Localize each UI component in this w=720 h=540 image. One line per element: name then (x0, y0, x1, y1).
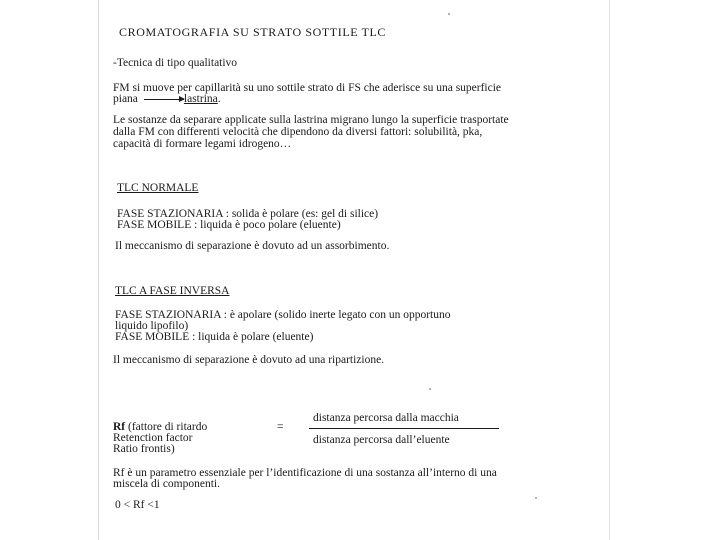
rf-alt-name-1: Retenction factor (113, 432, 193, 444)
tlc-normale-fase-stazionaria: FASE STAZIONARIA : solida è polare (es: gel di silice) (117, 208, 379, 220)
tlc-inversa-meccanismo: Il meccanismo di separazione è dovuto ad una ripartizione. (113, 354, 385, 366)
tlc-inversa-heading: TLC A FASE INVERSA (115, 285, 230, 297)
rf-alt-name-2: Ratio frontis) (113, 443, 175, 455)
tlc-normale-meccanismo: Il meccanismo di separazione è dovuto ad un assorbimento. (115, 240, 390, 252)
sostanze-line1: Le sostanze da separare applicate sulla lastrina migrano lungo la superficie trasportate (113, 114, 509, 126)
fm-description-line1: FM si muove per capillarità su uno sottile strato di FS che aderisce su una superficie (113, 82, 502, 94)
scan-speck (448, 13, 450, 15)
rf-denominator: distanza percorsa dall’eluente (313, 434, 450, 446)
rf-description-line2: miscela di componenti. (113, 478, 220, 490)
fm-line2-prefix: piana (113, 93, 138, 105)
rf-description-line1: Rf è un parametro essenziale per l’identificazione di una sostanza all’interno di una (113, 467, 497, 479)
arrow-icon (144, 99, 184, 100)
rf-label-description: (fattore di ritardo (125, 421, 208, 433)
sostanze-line3: capacità di formare legami idrogeno… (113, 138, 292, 150)
rf-range: 0 < Rf <1 (115, 499, 160, 511)
rf-equals-sign: = (277, 421, 284, 433)
tlc-inversa-fase-mobile: FASE MOBILE : liquida è polare (eluente) (115, 331, 314, 343)
tlc-normale-heading: TLC NORMALE (117, 182, 199, 194)
sostanze-line2: dalla FM con differenti velocità che dipendono da diversi fattori: solubilità, pka, (113, 126, 483, 138)
scan-speck (535, 497, 537, 499)
tlc-inversa-fase-stazionaria-line2: liquido lipofilo) (115, 320, 189, 332)
rf-numerator: distanza percorsa dalla macchia (313, 412, 459, 424)
lastrina-term: lastrina (183, 93, 218, 105)
fm-description-line2 (113, 93, 221, 105)
document-page (98, 0, 610, 540)
scan-speck (429, 388, 431, 390)
fm-line2-suffix: . (217, 93, 221, 105)
document-title: CROMATOGRAFIA SU STRATO SOTTILE TLC (119, 25, 387, 39)
tlc-normale-fase-mobile: FASE MOBILE : liquida è poco polare (eluente) (117, 219, 341, 231)
rf-fraction-bar (309, 428, 499, 429)
tlc-inversa-fase-stazionaria-line1: FASE STAZIONARIA : è apolare (solido inerte legato con un opportuno (115, 309, 451, 321)
rf-label-symbol: Rf (113, 421, 126, 433)
qualitative-line: -Tecnica di tipo qualitativo (113, 57, 238, 69)
